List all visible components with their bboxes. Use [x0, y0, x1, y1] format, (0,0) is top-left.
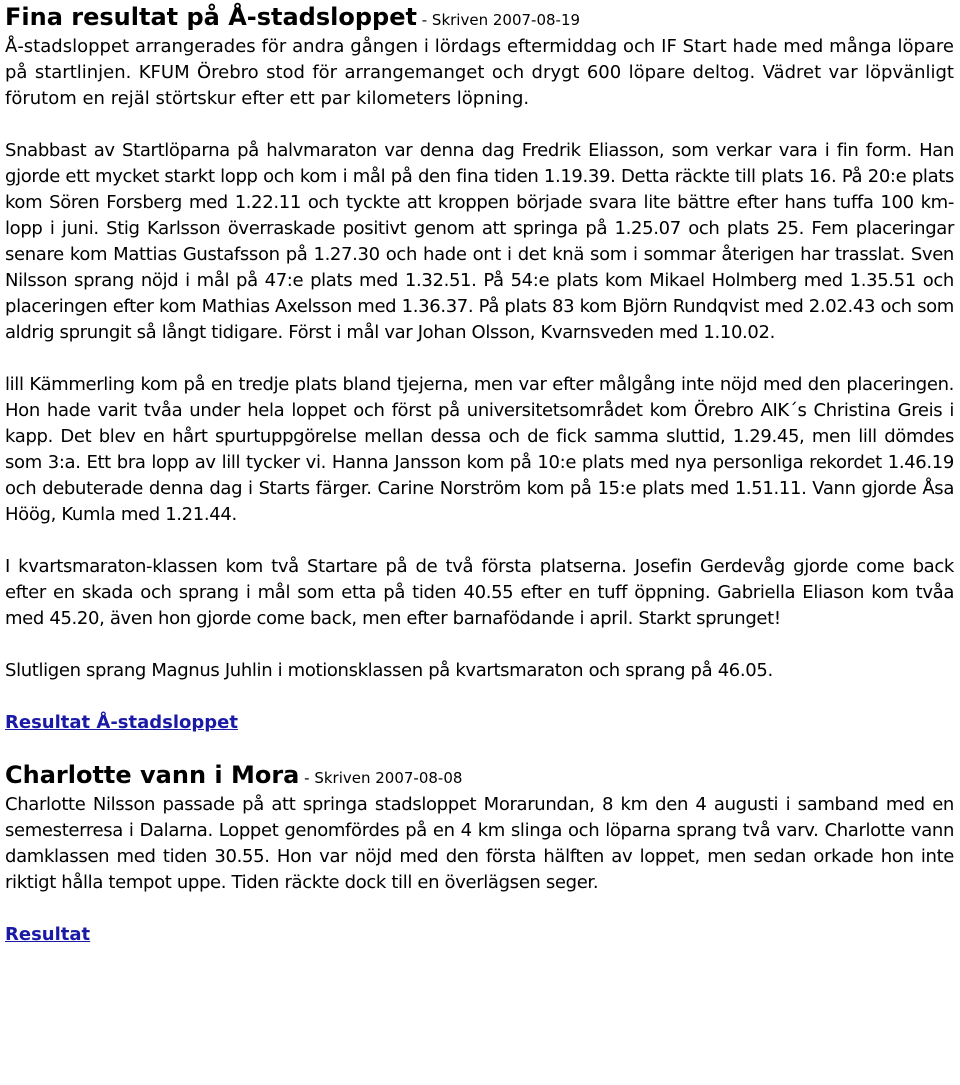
blog-post-mora: [0, 758, 960, 948]
post-header: [5, 0, 954, 34]
post-date: - Skriven 2007-08-08: [299, 769, 463, 787]
paragraph-spacer: [5, 346, 954, 372]
post-paragraph: lill Kämmerling kom på en tredje plats bland tjejerna, men var efter målgång inte nöjd med den placeringen. Hon hade varit tvåa under hela loppet och först på universitetsområdet kom Örebro AIK´s Christina Greis i kapp. Det blev en hårt spurtuppgörelse mellan dessa och de fick samma sluttid, 1.29.45, men lill dömdes som 3:a. Ett bra lopp av lill tycker vi. Hanna Jansson kom på 10:e plats med nya personliga rekordet 1.46.19 och debuterade denna dag i Starts färger. Carine Norström kom på 15:e plats med 1.51.11. Vann gjorde Åsa Höög, Kumla med 1.21.44.: [5, 374, 954, 525]
paragraph-spacer: [5, 632, 954, 658]
post-spacer: [5, 736, 954, 758]
post-paragraph: Å-stadsloppet arrangerades för andra gången i lördags eftermiddag och IF Start hade med många löpare på startlinjen. KFUM Örebro stod för arrangemanget och drygt 600 löpare deltog. Vädret var löpvänligt förutom en rejäl störtskur efter ett par kilometers löpning.: [5, 36, 954, 109]
results-link-astadsloppet[interactable]: Resultat Å-stadsloppet: [5, 712, 238, 733]
post-paragraph: Charlotte Nilsson passade på att springa stadsloppet Morarundan, 8 km den 4 augusti i samband med en semesterresa i Dalarna. Loppet genomfördes på en 4 km slinga och löparna sprang två varv. Charlotte vann damklassen med tiden 30.55. Hon var nöjd med den första hälften av loppet, men sedan orkade hon inte riktigt hålla tempot uppe. Tiden räckte dock till en överlägsen seger.: [5, 794, 954, 893]
post-header: [5, 758, 954, 792]
results-link-mora[interactable]: Resultat: [5, 924, 91, 945]
paragraph-spacer: [5, 896, 954, 922]
paragraph-spacer: [5, 684, 954, 710]
paragraph-spacer: [5, 112, 954, 138]
post-paragraph: I kvartsmaraton-klassen kom två Startare på de två första platserna. Josefin Gerdevåg gjorde come back efter en skada och sprang i mål som etta på tiden 40.55 efter en tuff öppning. Gabriella Eliason kom tvåa med 45.20, även hon gjorde come back, men efter barnafödande i april. Starkt sprunget!: [5, 556, 954, 629]
post-title: Fina resultat på Å-stadsloppet: [5, 3, 417, 31]
post-paragraph: Snabbast av Startlöparna på halvmaraton var denna dag Fredrik Eliasson, som verkar vara i fin form. Han gjorde ett mycket starkt lopp och kom i mål på den fina tiden 1.19.39. Detta räckte till plats 16. På 20:e plats kom Sören Forsberg med 1.22.11 och tyckte att kroppen började svara lite bättre efter hans tuffa 100 km-lopp i juni. Stig Karlsson överraskade positivt genom att springa på 1.25.07 och plats 25. Fem placeringar senare kom Mattias Gustafsson på 1.27.30 och hade ont i det knä som i sommar återigen har trasslat. Sven Nilsson sprang nöjd i mål på 47:e plats med 1.32.51. På 54:e plats kom Mikael Holmberg med 1.35.51 och placeringen efter kom Mathias Axelsson med 1.36.37. På plats 83 kom Björn Rundqvist med 2.02.43 och som aldrig sprungit så långt tidigare. Först i mål var Johan Olsson, Kvarnsveden med 1.10.02.: [5, 140, 954, 343]
post-date: - Skriven 2007-08-19: [416, 11, 581, 29]
paragraph-spacer: [5, 528, 954, 554]
post-paragraph: Slutligen sprang Magnus Juhlin i motionsklassen på kvartsmaraton och sprang på 46.05.: [5, 660, 773, 681]
post-title: Charlotte vann i Mora: [5, 761, 300, 789]
